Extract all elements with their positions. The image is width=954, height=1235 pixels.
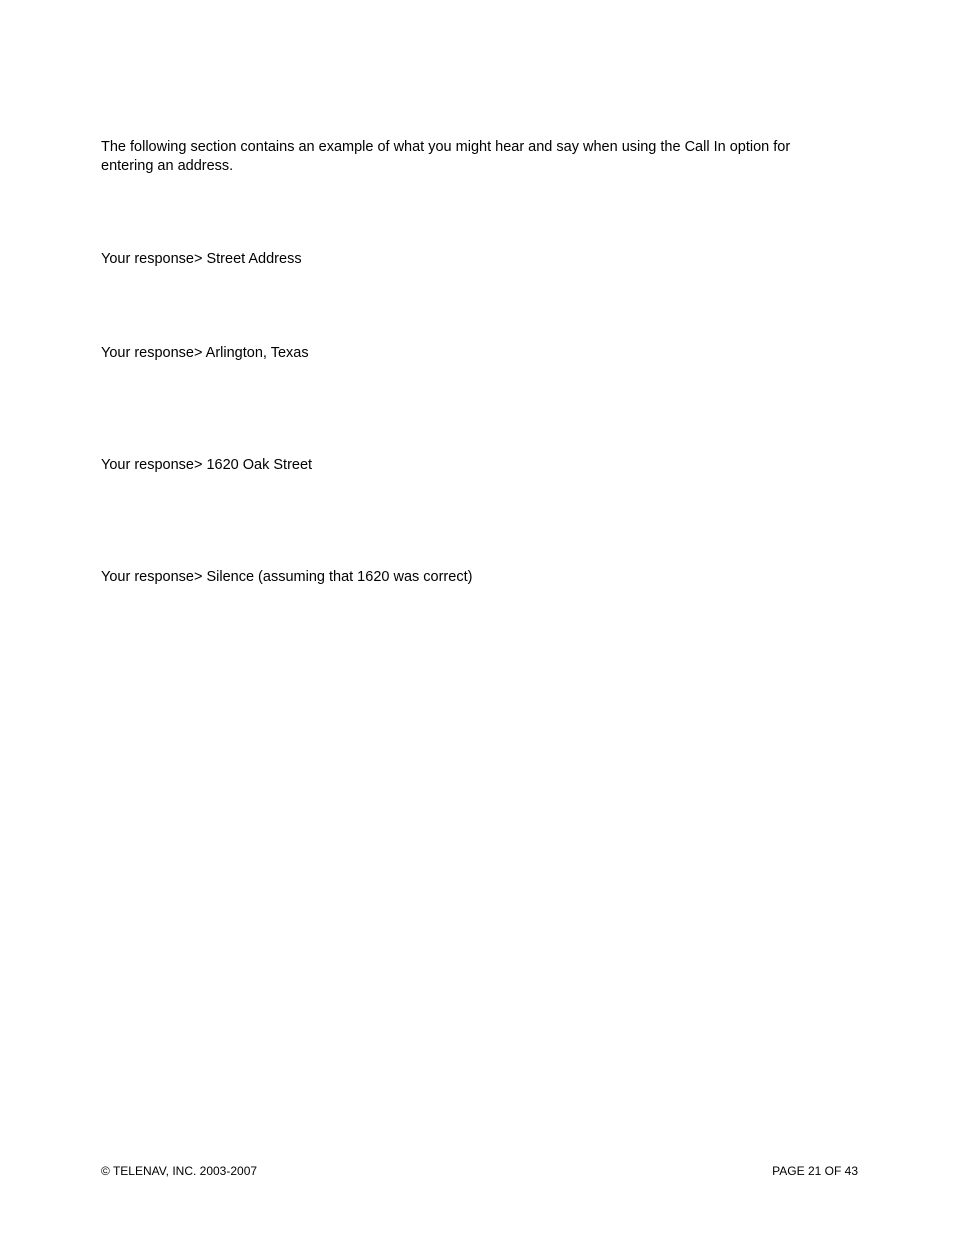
response-confirm-silence: Your response> Silence (assuming that 1620 was correct) [101, 569, 473, 585]
response-city-state: Your response> Arlington, Texas [101, 345, 309, 361]
intro-paragraph [101, 138, 821, 176]
response-street-address: Your response> Street Address [101, 251, 302, 267]
footer-page-number: PAGE 21 OF 43 [772, 1164, 858, 1178]
response-house-street: Your response> 1620 Oak Street [101, 457, 313, 473]
footer-copyright: © TELENAV, INC. 2003-2007 [101, 1164, 258, 1178]
intro-line-1: The following section contains an example of what you might hear and say when using the Call In option for [101, 139, 791, 155]
intro-line-2: entering an address. [101, 158, 234, 174]
